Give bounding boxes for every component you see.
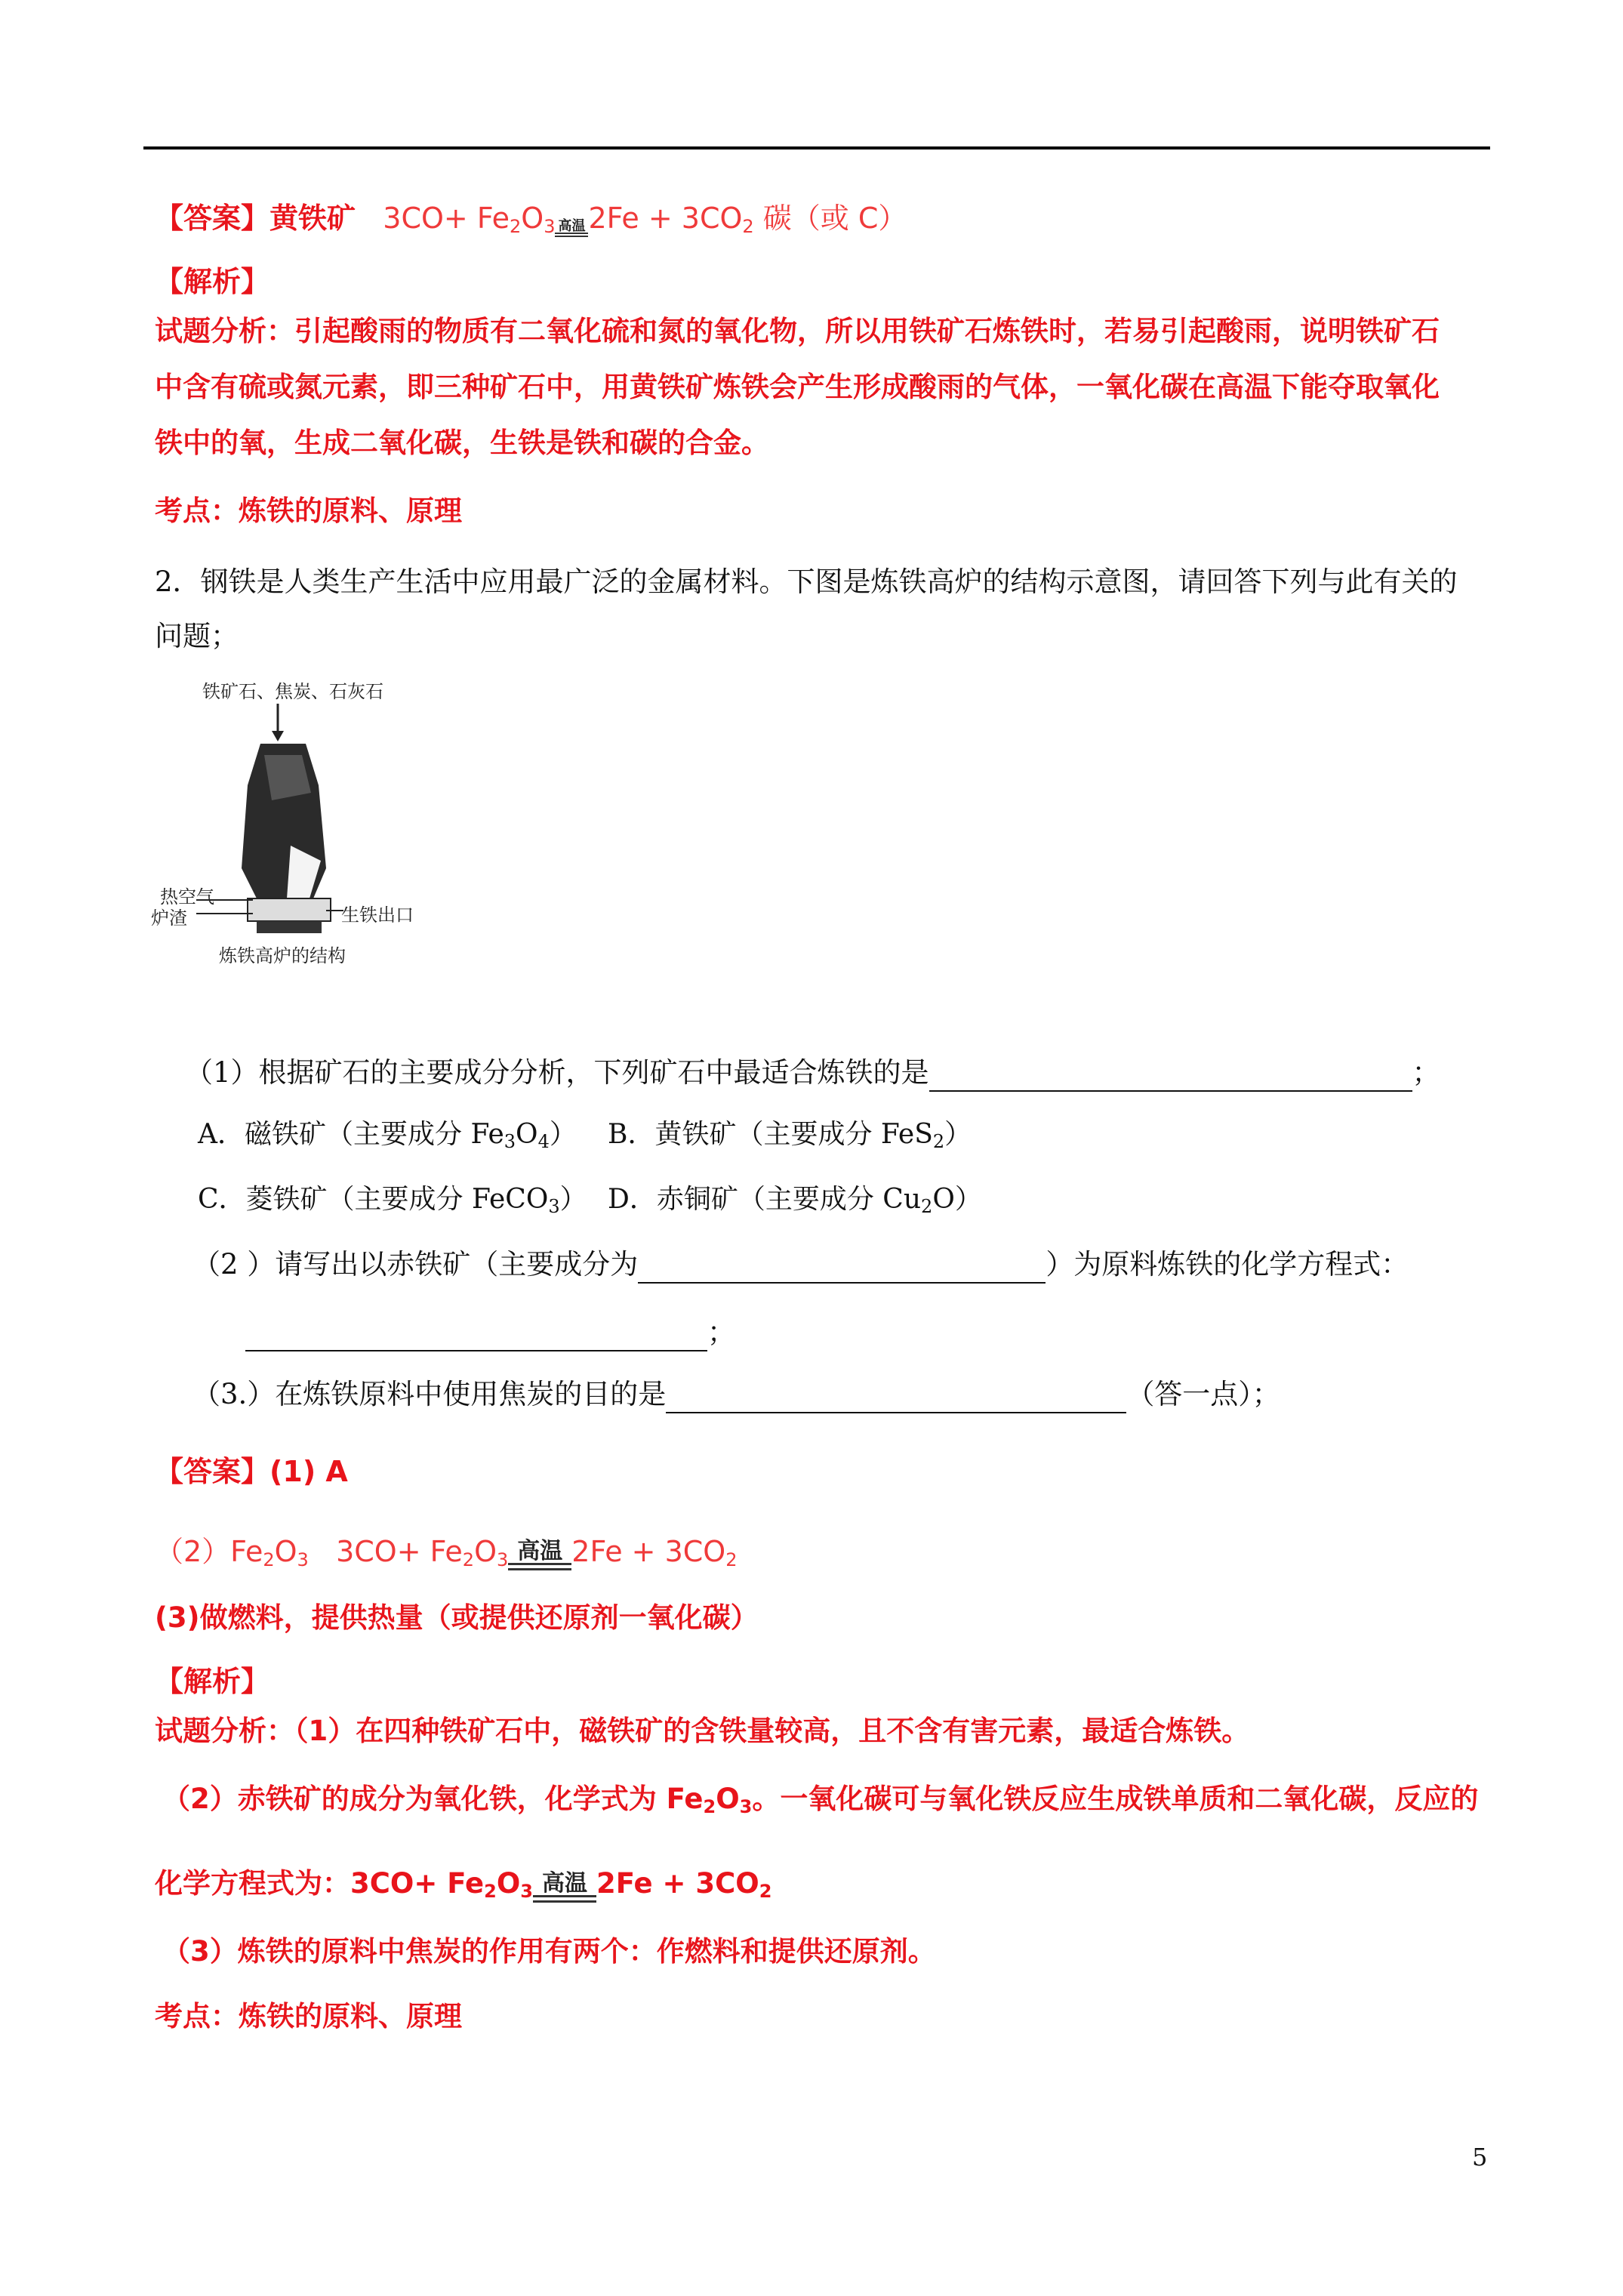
answer2-line3: (3)做燃料，提供热量（或提供还原剂一氧化碳） xyxy=(155,1601,759,1634)
figure-left-label-hot-air: 热空气 xyxy=(160,886,214,908)
analysis1-line3: 铁中的氧，生成二氧化碳，生铁是铁和碳的合金。 xyxy=(155,427,769,459)
figure-left-label-slag: 炉渣 xyxy=(151,908,187,929)
figure-right-label: 生铁出口 xyxy=(341,905,414,926)
analysis2-tag: 【解析】 xyxy=(155,1665,270,1698)
option-c: C．菱铁矿（主要成分 FeCO$_3$） xyxy=(198,1184,587,1217)
answer-blank-1[interactable] xyxy=(929,1060,1412,1092)
analysis1-kaodian: 考点：炼铁的原料、原理 xyxy=(155,495,462,527)
answer2-line2: $(2)Fe_2O_3$ $3CO+ Fe_2O_3$ 高温 $2Fe + 3CO_2$ xyxy=(155,1535,738,1570)
page-number: 5 xyxy=(1472,2143,1488,2171)
question2-stem-line2: 问题； xyxy=(155,620,239,652)
answer1-line xyxy=(155,199,907,237)
question2-stem-line1: 2．钢铁是人类生产生活中应用最广泛的金属材料。下图是炼铁高炉的结构示意图，请回答下列与此有关的 xyxy=(155,566,1458,598)
analysis2-line1: 试题分析：（1）在四种铁矿石中，磁铁矿的含铁量较高，且不含有害元素，最适合炼铁。 xyxy=(155,1715,1250,1747)
header-rule xyxy=(143,146,1490,149)
subquestion2-line2: ； xyxy=(245,1314,735,1351)
answer-blank-3[interactable] xyxy=(666,1382,1126,1413)
subquestion2: （2 ）请写出以赤铁矿（主要成分为 ）为原料炼铁的化学方程式： xyxy=(192,1246,1409,1284)
answer1-equation: $3CO+ Fe_2O_3$ 高温 $2Fe + 3CO_2$ xyxy=(383,202,754,237)
analysis2-line2: （2）赤铁矿的成分为氧化铁，化学式为 $Fe_2O_3$。一氧化碳可与氧化铁反应生成铁单质和二氧化碳，反应的 xyxy=(162,1783,1479,1817)
analysis1-line1: 试题分析：引起酸雨的物质有二氧化硫和氮的氧化物，所以用铁矿石炼铁时，若易引起酸雨，说明铁矿石 xyxy=(155,315,1440,347)
reaction-condition: 高温 xyxy=(533,1872,596,1903)
analysis2-line4: （3）炼铁的原料中焦炭的作用有两个：作燃料和提供还原剂。 xyxy=(162,1935,936,1968)
answer1-text2: 碳（或 C） xyxy=(762,202,907,235)
answer2-line1: 【答案】(1) A xyxy=(155,1455,348,1488)
answer-tag: 【答案】 xyxy=(155,202,270,235)
analysis1-line2: 中含有硫或氮元素，即三种矿石中，用黄铁矿炼铁会产生形成酸雨的气体，一氧化碳在高温下能夺取氧化 xyxy=(155,371,1440,403)
reaction-condition: 高温 xyxy=(508,1540,571,1570)
answer1-text: 黄铁矿 xyxy=(269,202,356,235)
analysis2-kaodian: 考点：炼铁的原料、原理 xyxy=(155,2000,462,2032)
figure-top-label: 铁矿石、焦炭、石灰石 xyxy=(202,681,383,702)
subquestion1: （1）根据矿石的主要成分分析，下列矿石中最适合炼铁的是 ； xyxy=(185,1054,1440,1092)
answer-blank-2a[interactable] xyxy=(638,1252,1046,1284)
analysis1-tag: 【解析】 xyxy=(155,265,270,298)
option-a: A．磁铁矿（主要成分 $Fe_3O_4$） xyxy=(198,1119,577,1152)
option-d: D．赤铜矿（主要成分 $Cu_2O$） xyxy=(608,1184,982,1217)
figure-caption: 炼铁高炉的结构 xyxy=(219,945,346,966)
analysis2-line3: 化学方程式为：$3CO+ Fe_2O_3$ 高温 $2Fe + 3CO_2$ xyxy=(155,1867,772,1902)
option-b: B．黄铁矿（主要成分 FeS$_2$） xyxy=(608,1119,972,1152)
answer-blank-2b[interactable] xyxy=(245,1320,707,1351)
answer2-a1: (1) A xyxy=(269,1455,348,1488)
blast-furnace-figure xyxy=(151,672,423,966)
subquestion3: （3.）在炼铁原料中使用焦炭的目的是 （答一点）； xyxy=(192,1376,1280,1413)
